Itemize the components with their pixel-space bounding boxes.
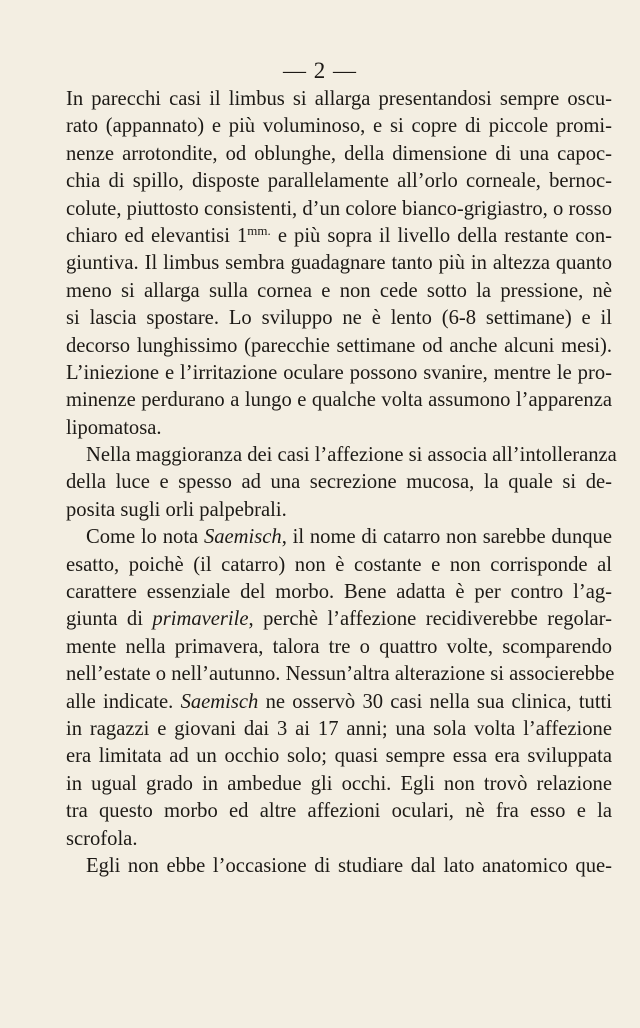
italic-name: Saemisch [180, 690, 259, 713]
text-line: esatto, poichè (il catarro) non è costante e non corrisponde al [66, 553, 612, 576]
text-segment: e più sopra il livello della restante con- [270, 224, 612, 247]
unit-superscript: mm. [247, 222, 271, 238]
text-line: scrofola. [66, 827, 138, 850]
text-line: nell’estate o nell’autunno. Nessun’altra alterazione si associerebbe [66, 663, 615, 686]
text-line: nenze arrotondite, od oblunghe, della dimensione di una capoc- [66, 142, 612, 165]
page-body [66, 86, 617, 880]
text-segment: alle indicate. [66, 690, 181, 713]
text-segment: , perchè l’affezione recidiverebbe regolar- [248, 608, 612, 631]
text-line: In parecchi casi il limbus si allarga presentandosi sempre oscu- [66, 88, 612, 110]
text-line: meno si allarga sulla cornea e non cede sotto la pressione, nè [66, 279, 612, 302]
text-segment: giunta di [66, 608, 153, 631]
text-line [66, 223, 612, 250]
text-line: mente nella primavera, talora tre o quattro volte, scomparendo [66, 635, 612, 658]
text-line: carattere essenziale del morbo. Bene adatta è per contro l’ag- [66, 581, 612, 604]
text-segment: ne osservò 30 casi nella sua clinica, tutti [258, 690, 612, 713]
italic-term: primaverile [152, 608, 249, 631]
text-line: in ragazzi e giovani dai 3 ai 17 anni; una sola volta l’affezione [66, 717, 612, 740]
page-number: — 2 — [283, 58, 357, 83]
text-line: colute, piuttosto consistenti, d’un colore bianco-grigiastro, o rosso [66, 197, 612, 220]
italic-name: Saemisch [203, 526, 282, 549]
text-line: L’iniezione e l’irritazione oculare possono svanire, mentre le pro- [66, 361, 612, 384]
text-line: posita sugli orli palpebrali. [66, 498, 287, 521]
text-line: minenze perdurano a lungo e qualche volta assumono l’apparenza [66, 389, 612, 412]
text-line: lipomatosa. [66, 416, 162, 439]
text-line: decorso lunghissimo (parecchie settimane od anche alcuni mesi). [66, 334, 612, 357]
text-line: Egli non ebbe l’occasione di studiare dal lato anatomico que- [86, 854, 612, 877]
text-line: chia di spillo, disposte parallelamente all’orlo corneale, bernoc- [66, 170, 612, 193]
text-line: era limitata ad un occhio solo; quasi sempre essa era sviluppata [66, 745, 612, 768]
text-segment: chiaro ed elevantisi 1 [66, 224, 248, 247]
text-line: Nella maggioranza dei casi l’affezione si associa all’intolleranza [86, 444, 617, 467]
text-line: in ugual grado in ambedue gli occhi. Egli non trovò relazione [66, 772, 612, 795]
text-line [66, 606, 612, 633]
text-segment: Come lo nota [86, 526, 204, 549]
text-line [66, 689, 612, 716]
text-line: della luce e spesso ad una secrezione mucosa, la quale si de- [66, 471, 612, 494]
text-line: tra questo morbo ed altre affezioni oculari, nè fra esso e la [66, 800, 612, 823]
text-line: si lascia spostare. Lo sviluppo ne è lento (6-8 settimane) e il [66, 307, 612, 330]
text-segment: , il nome di catarro non sarebbe dunque [281, 526, 612, 549]
text-line: giuntiva. Il limbus sembra guadagnare tanto più in altezza quanto [66, 252, 612, 275]
text-line [66, 524, 612, 551]
text-line: rato (appannato) e più voluminoso, e si copre di piccole promi- [66, 115, 612, 138]
